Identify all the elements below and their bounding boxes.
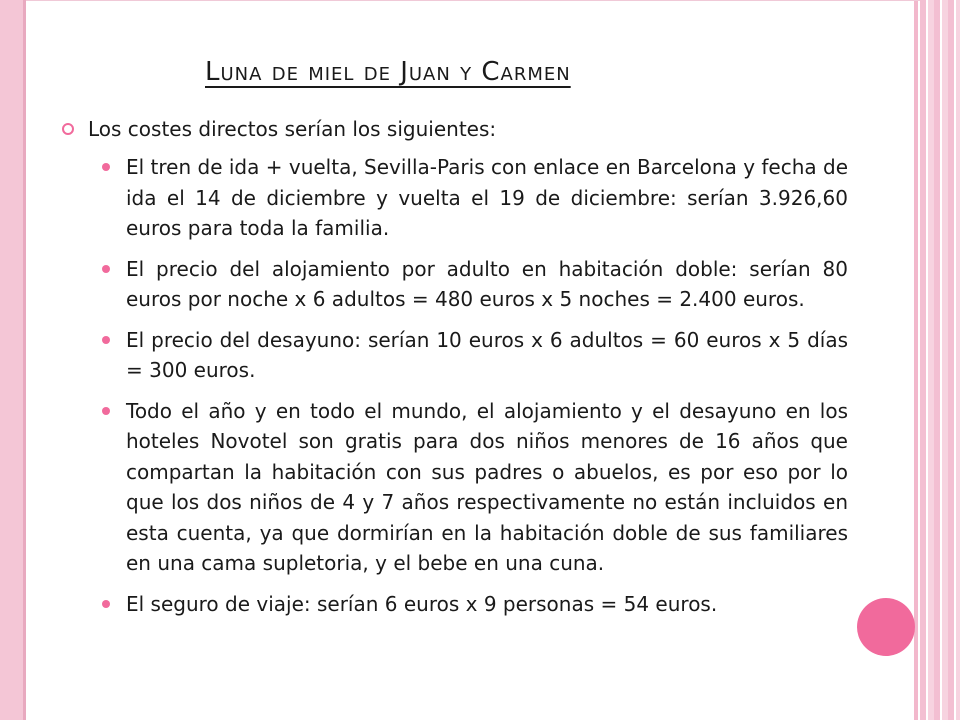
cost-list bbox=[58, 152, 848, 619]
ring-bullet-icon bbox=[62, 123, 74, 135]
list-item-text: El precio del alojamiento por adulto en habitación doble: serían 80 euros por noche x 6 adultos = 480 euros x 5 noches = 2.400 euros. bbox=[126, 256, 848, 311]
dot-bullet-icon bbox=[102, 163, 110, 171]
slide-title: Luna de miel de Juan y Carmen bbox=[205, 57, 571, 87]
top-border-line bbox=[26, 0, 920, 1]
list-item-text: El precio del desayuno: serían 10 euros x 6 adultos = 60 euros x 5 días = 300 euros. bbox=[126, 327, 848, 382]
intro-bullet bbox=[58, 114, 848, 144]
cost-item-train bbox=[58, 152, 848, 244]
cost-item-lodging bbox=[58, 254, 848, 315]
list-item-text: El tren de ida + vuelta, Sevilla-Paris con enlace en Barcelona y fecha de ida el 14 de diciembre y vuelta el 19 de diciembre: serían 3.926,60 euros para toda la familia. bbox=[126, 155, 849, 240]
dot-bullet-icon bbox=[102, 407, 110, 415]
right-decorative-stripes bbox=[920, 0, 960, 720]
list-item-text: El seguro de viaje: serían 6 euros x 9 personas = 54 euros. bbox=[126, 591, 718, 616]
dot-bullet-icon bbox=[102, 600, 110, 608]
cost-item-breakfast bbox=[58, 325, 848, 386]
left-decorative-border bbox=[0, 0, 26, 720]
intro-text: Los costes directos serían los siguientes: bbox=[88, 117, 497, 141]
cost-item-children-note bbox=[58, 396, 848, 579]
dot-bullet-icon bbox=[102, 265, 110, 273]
slide-body bbox=[58, 114, 848, 629]
decorative-pink-circle bbox=[857, 598, 915, 656]
cost-item-insurance bbox=[58, 589, 848, 620]
list-item-text: Todo el año y en todo el mundo, el alojamiento y el desayuno en los hoteles Novotel son gratis para dos niños menores de 16 años que compartan la habitación con sus padres o abuelos, es por eso por lo que los dos niños de 4 y 7 años respectivamente no están incluidos en esta cuenta, ya que dormirían en la habitación doble de sus familiares en una cama supletoria, y el bebe en una cuna. bbox=[126, 398, 848, 575]
dot-bullet-icon bbox=[102, 336, 110, 344]
